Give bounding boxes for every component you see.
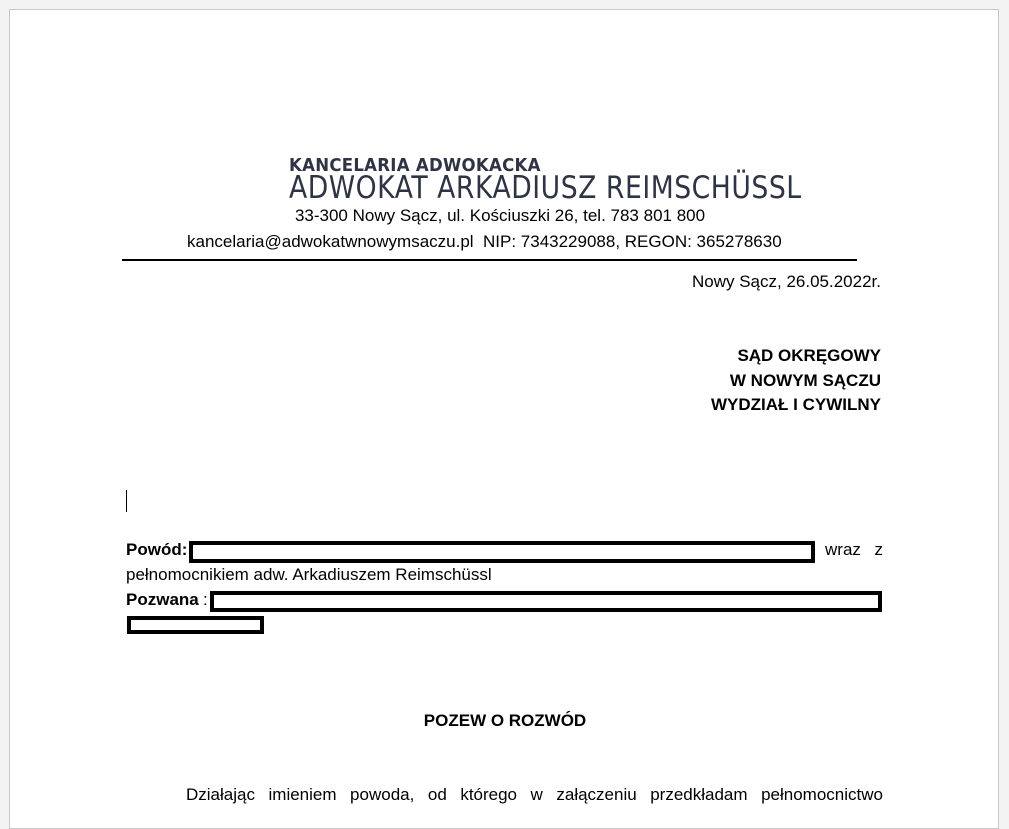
plaintiff-suffix: wraz z (825, 540, 883, 559)
letterhead-address-text: 33-300 Nowy Sącz, ul. Kościuszki 26, tel. 783 801 800 (294, 206, 706, 225)
text-cursor (126, 490, 127, 512)
letterhead-firm-name: ADWOKAT ARKADIUSZ REIMSCHÜSSL (289, 170, 802, 206)
document-title (10, 711, 1000, 731)
plaintiff-label: Powód: (126, 540, 188, 559)
body-paragraph: Działając imieniem powoda, od którego w załączeniu przedkładam pełnomocnictwo (186, 785, 883, 804)
defendant-address-redacted (127, 616, 264, 634)
court-line-3: WYDZIAŁ I CYWILNY (711, 395, 881, 414)
court-line-1: SĄD OKRĘGOWY (737, 346, 881, 365)
defendant-label: Pozwana (126, 590, 199, 609)
letterhead-firm-type: KANCELARIA ADWOKACKA (289, 155, 541, 176)
document-page (9, 9, 999, 829)
plaintiff-name-redacted (189, 541, 815, 563)
letterhead-divider (122, 259, 857, 261)
document-title-text: POZEW O ROZWÓD (423, 711, 587, 730)
letterhead-contact: kancelaria@adwokatwnowymsaczu.pl NIP: 7343229088, REGON: 365278630 (187, 232, 782, 251)
document-date: Nowy Sącz, 26.05.2022r. (691, 272, 881, 291)
defendant-colon: : (203, 590, 208, 609)
plaintiff-attorney: pełnomocnikiem adw. Arkadiuszem Reimschüssl (126, 565, 492, 584)
letterhead-address (10, 206, 1000, 226)
court-address (711, 344, 881, 418)
court-line-2: W NOWYM SĄCZU (729, 370, 881, 390)
defendant-name-redacted (210, 591, 882, 612)
